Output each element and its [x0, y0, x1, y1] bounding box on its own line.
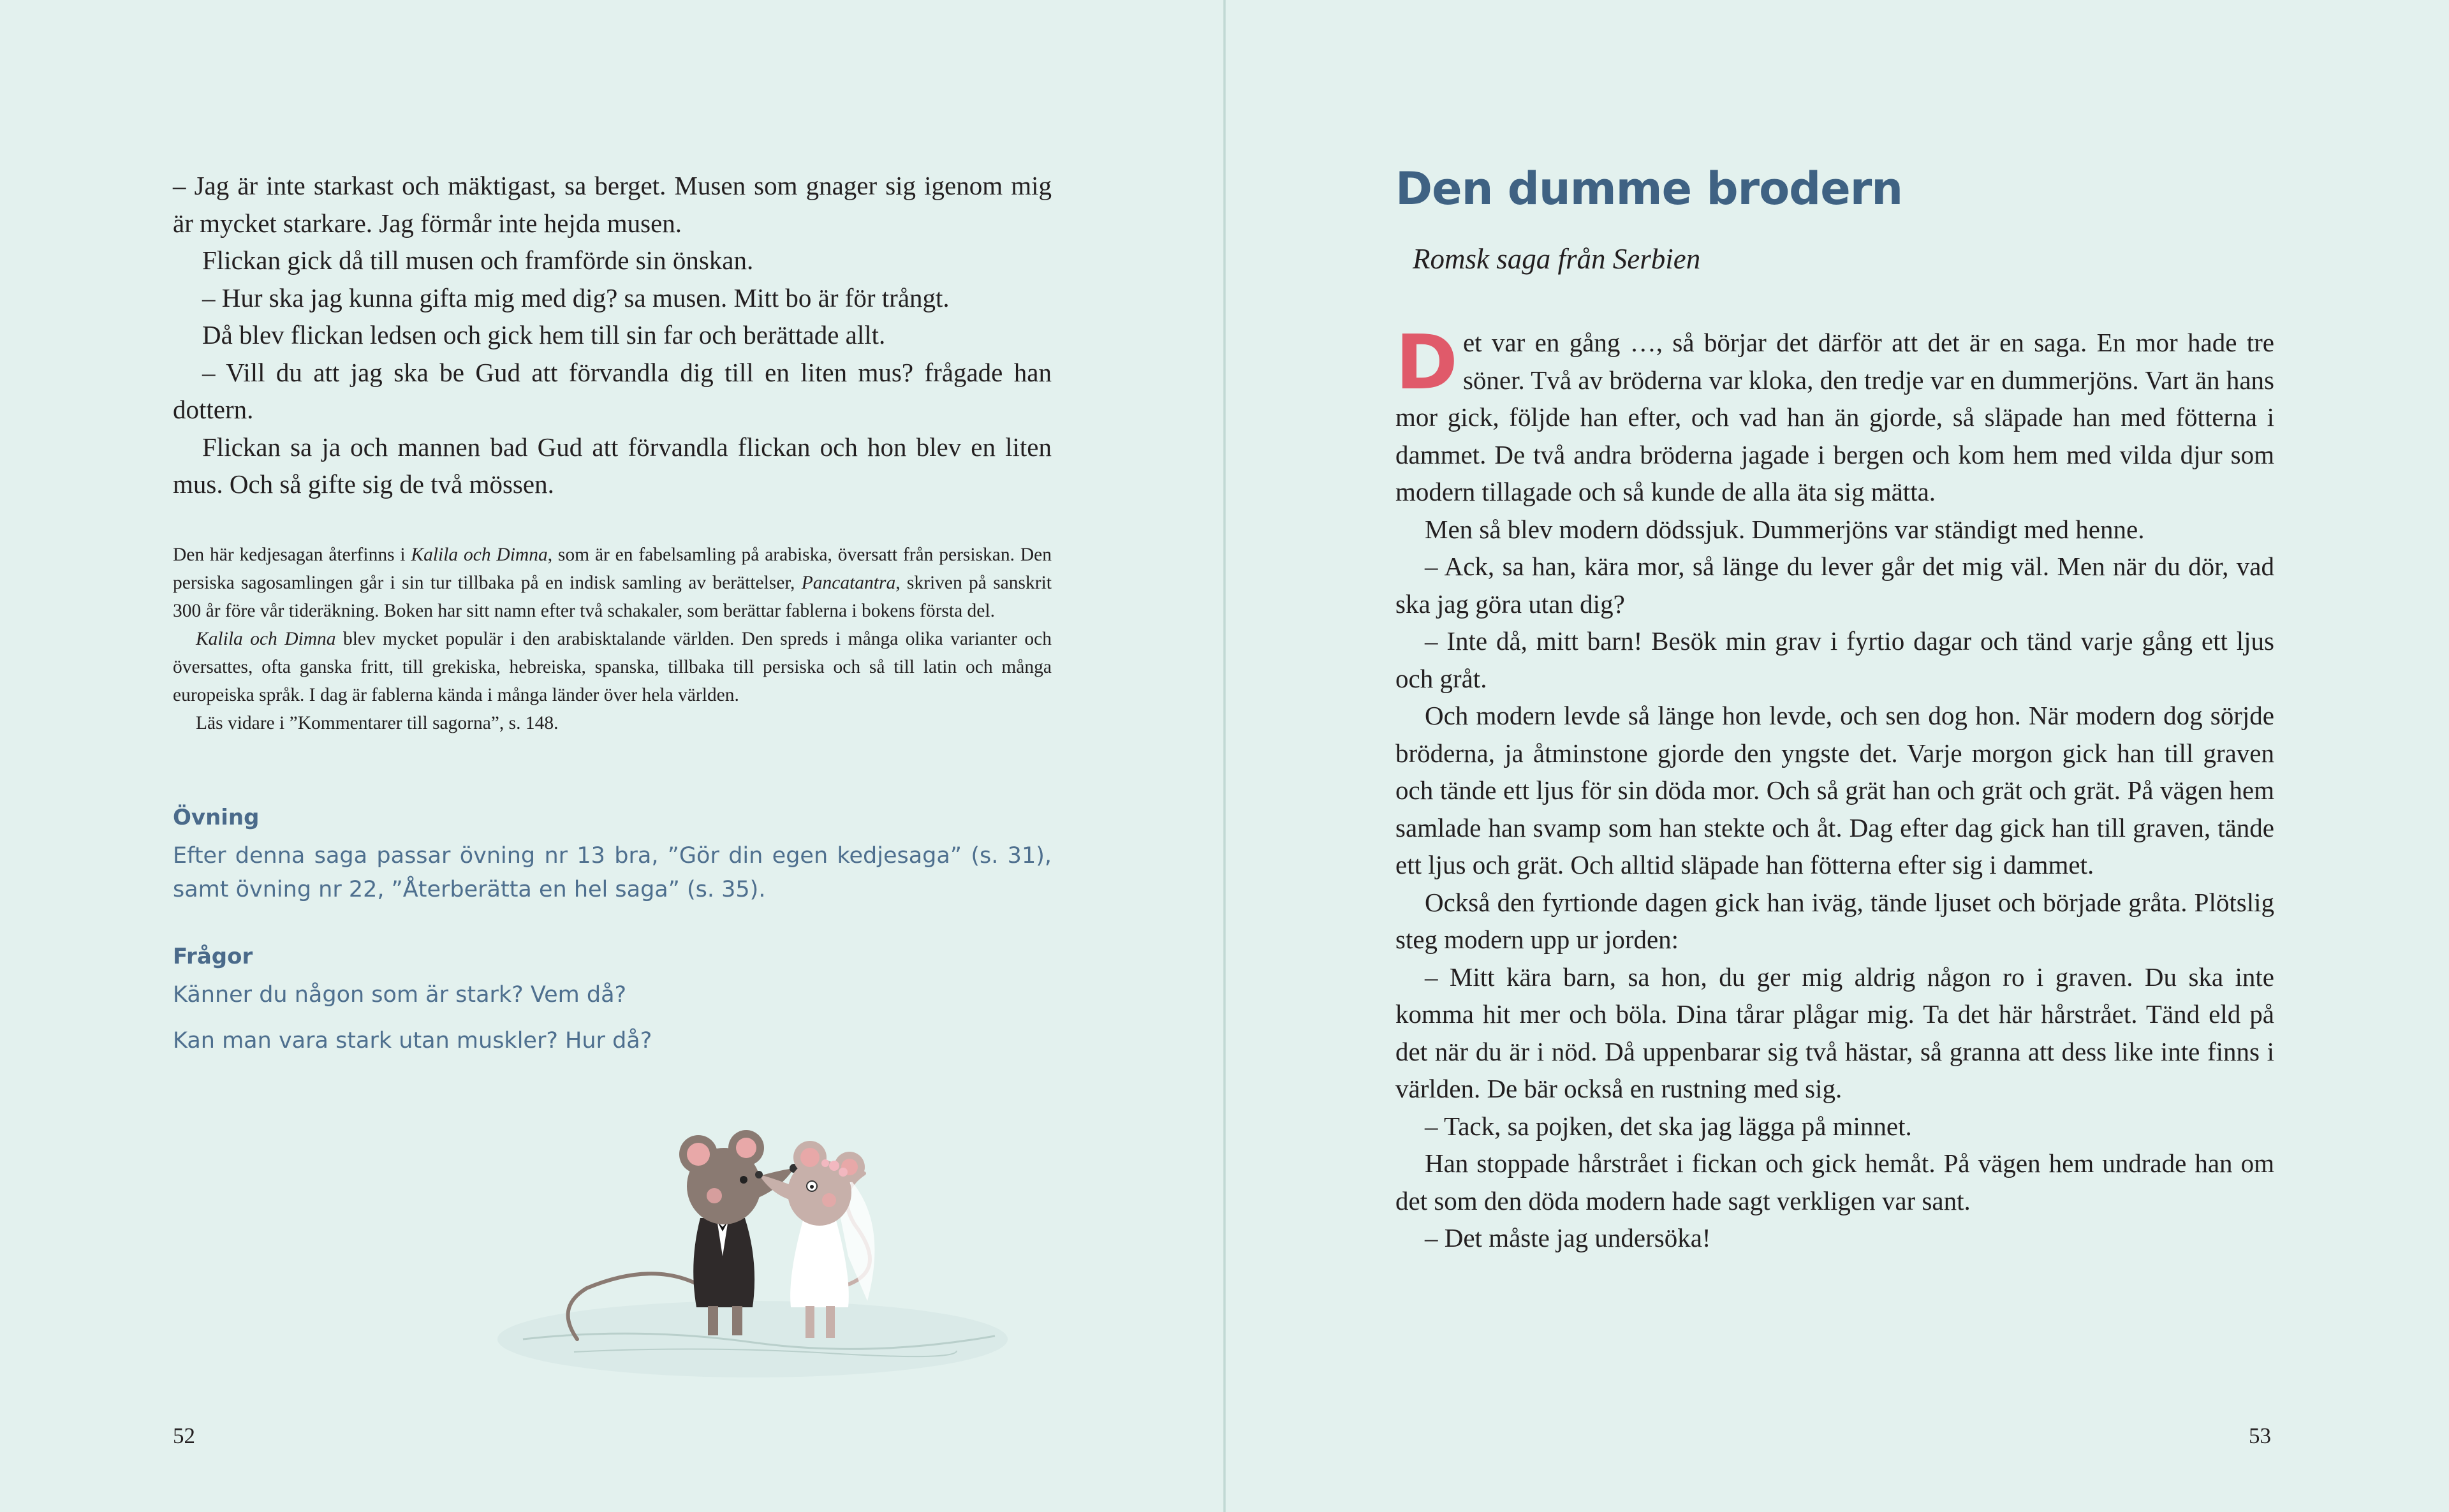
- paragraph: Och modern levde så länge hon levde, och sen dog hon. När modern dog sörjde bröderna, ja åtminstone gjorde den yngste det. Varje morgon gick han till graven och tände ett ljus för sin döda mor. Och så grät han och grät och grät. På vägen hem samlade han svamp som han stekte och åt. Dag efter dag gick han till graven, tände ett ljus och grät. Och alltid släpade han fötterna efter sig i dammet.: [1395, 701, 2274, 879]
- drop-cap: D: [1395, 318, 1458, 406]
- two-mice-wedding-illustration: [446, 1097, 1084, 1390]
- story-subtitle: Romsk saga från Serbien: [1413, 243, 1701, 275]
- question-1: Känner du någon som är stark? Vem då?: [173, 982, 627, 1008]
- paragraph: Flickan sa ja och mannen bad Gud att förvandla flickan och hon blev en liten mus. Och så gifte sig de två mössen.: [173, 432, 1052, 499]
- footnote-reference: Läs vidare i ”Kommentarer till sagorna”, s. 148.: [196, 713, 559, 733]
- ovning-heading: Övning: [173, 805, 260, 830]
- footnote-paragraph: Den här kedjesagan återfinns i Kalila och Dimna, som är en fabelsamling på arabiska, översatt från persiskan. Den persiska sagosamlingen går i sin tur tillbaka på en indisk samling av berättelser, Pancatantra, skriven på sanskrit 300 år före vår tideräkning. Boken har sitt namn efter två schakaler, som berättar fablerna i bokens första del.: [173, 545, 1052, 621]
- footnote: [173, 541, 1052, 737]
- ovning-text: Efter denna saga passar övning nr 13 bra, ”Gör din egen kedjesaga” (s. 31), samt övning nr 22, ”Återberätta en hel saga” (s. 35).: [173, 843, 1052, 902]
- paragraph: – Ack, sa han, kära mor, så länge du lever går det mig väl. Men när du dör, vad ska jag göra utan dig?: [1395, 552, 2274, 619]
- paragraph: – Tack, sa pojken, det ska jag lägga på minnet.: [1425, 1111, 1912, 1141]
- paragraph: – Inte då, mitt barn! Besök min grav i fyrtio dagar och tänd varje gång ett ljus och gråt.: [1395, 626, 2274, 693]
- paragraph: Han stoppade hårstrået i fickan och gick hemåt. På vägen hem undrade han om det som den döda modern hade sagt verkligen var sant.: [1395, 1149, 2274, 1215]
- paragraph: – Det måste jag undersöka!: [1425, 1223, 1711, 1252]
- page-number: 53: [2249, 1423, 2271, 1448]
- paragraph: – Vill du att jag ska be Gud att förvandla dig till en liten mus? frågade han dottern.: [173, 357, 1052, 424]
- story-title: Den dumme brodern: [1395, 163, 1903, 215]
- right-body-text: [1395, 318, 2274, 1257]
- paragraph: Men så blev modern dödssjuk. Dummerjöns var ständigt med henne.: [1425, 514, 2145, 544]
- page-number: 52: [173, 1423, 195, 1448]
- left-body-text: [173, 167, 1052, 503]
- paragraph: Flickan gick då till musen och framförde sin önskan.: [202, 246, 754, 275]
- paragraph: – Jag är inte starkast och mäktigast, sa berget. Musen som gnager sig igenom mig är mycket starkare. Jag förmår inte hejda musen.: [173, 171, 1052, 238]
- paragraph: – Mitt kära barn, sa hon, du ger mig aldrig någon ro i graven. Du ska inte komma hit mer och böla. Dina tårar plågar mig. Ta det här hårstrået. Tänd eld på det när du är i nöd. Då uppenbarar sig två hästar, så granna att dess like inte finns i världen. De bär också en rustning med sig.: [1395, 962, 2274, 1103]
- paragraph: – Hur ska jag kunna gifta mig med dig? sa musen. Mitt bo är för trångt.: [202, 283, 950, 312]
- paragraph: Då blev flickan ledsen och gick hem till sin far och berättade allt.: [202, 320, 886, 349]
- first-paragraph: Det var en gång …, så börjar det därför att det är en saga. En mor hade tre söner. Två av bröderna var kloka, den tredje var en dummerjöns. Vart än hans mor gick, följde han efter, och vad han än gjorde, så släpade han med fötterna i dammet. De två andra bröderna jagade i bergen och kom hem med vilda djur som modern tillagade och så kunde de alla äta sig mätta.: [1395, 318, 2274, 506]
- paragraph: Också den fyrtionde dagen gick han iväg, tände ljuset och började gråta. Plötslig steg modern upp ur jorden:: [1395, 887, 2274, 954]
- footnote-paragraph: Kalila och Dimna blev mycket populär i den arabisktalande världen. Den spreds i många olika varianter och översattes, ofta ganska fritt, till grekiska, hebreiska, spanska, tillbaka till persiska och så till latin och många europeiska språk. I dag är fablerna kända i många länder över hela världen.: [173, 629, 1052, 705]
- left-page: [0, 0, 1224, 1512]
- fragor-heading: Frågor: [173, 944, 253, 969]
- book-gutter: [1223, 0, 1226, 1512]
- question-2: Kan man vara stark utan muskler? Hur då?: [173, 1028, 652, 1053]
